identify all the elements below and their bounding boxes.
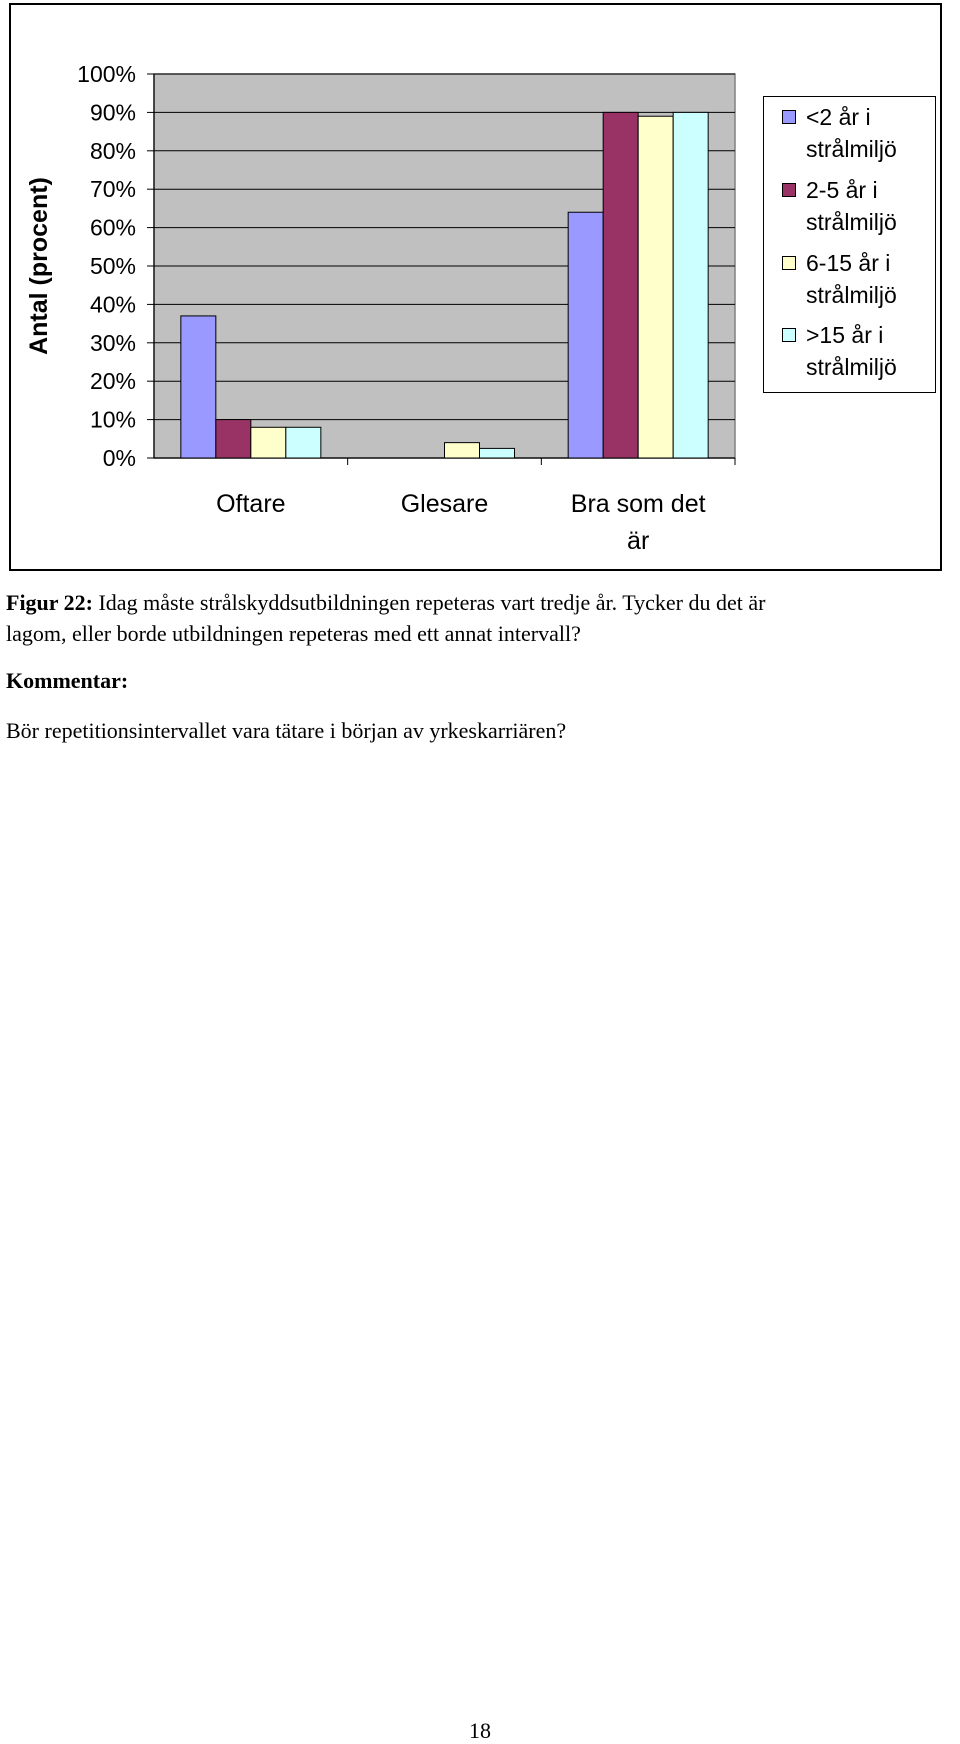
y-tick-label: 30% xyxy=(89,329,136,356)
legend-label-line1: 6-15 år i xyxy=(806,250,891,276)
page-number: 18 xyxy=(469,1718,491,1743)
legend-item-series-3 xyxy=(784,247,934,311)
x-category-label: är xyxy=(627,527,650,555)
y-tick-label: 60% xyxy=(89,214,136,241)
y-tick-label: 20% xyxy=(89,368,136,395)
figure-caption xyxy=(6,587,958,649)
legend-item-series-1 xyxy=(784,101,934,165)
legend-item-series-2 xyxy=(784,174,934,238)
x-category-label: Oftare xyxy=(216,490,286,518)
bar xyxy=(216,420,251,458)
comment-label: Kommentar: xyxy=(6,668,129,693)
bar xyxy=(445,443,480,458)
legend-swatch-series-1 xyxy=(782,110,796,124)
y-tick-label: 10% xyxy=(89,406,136,433)
x-category-label: Glesare xyxy=(400,490,489,518)
bar xyxy=(673,112,708,458)
chart-legend xyxy=(763,96,936,393)
bar xyxy=(480,448,515,458)
y-tick-label: 100% xyxy=(77,61,136,87)
legend-label-line2: strålmiljö xyxy=(806,282,897,308)
bar xyxy=(181,316,216,458)
bar xyxy=(603,112,638,458)
legend-label-line1: >15 år i xyxy=(806,322,884,348)
y-tick-label: 80% xyxy=(89,137,136,164)
y-tick-label: 90% xyxy=(89,99,136,126)
bar xyxy=(286,427,321,458)
caption-text-line2: lagom, eller borde utbildningen repeteras med ett annat intervall? xyxy=(6,621,581,646)
legend-label-line1: 2-5 år i xyxy=(806,177,878,203)
legend-swatch-series-2 xyxy=(782,183,796,197)
x-category-label: Bra som det xyxy=(570,490,706,518)
legend-label-line2: strålmiljö xyxy=(806,209,897,235)
caption-text-line1: Idag måste strålskyddsutbildningen repeteras vart tredje år. Tycker du det är xyxy=(98,590,766,615)
legend-label-line2: strålmiljö xyxy=(806,136,897,162)
legend-item-series-4 xyxy=(784,319,934,383)
bar xyxy=(568,212,603,458)
y-tick-label: 40% xyxy=(89,291,136,318)
legend-swatch-series-3 xyxy=(782,256,796,270)
y-tick-label: 50% xyxy=(89,253,136,279)
legend-swatch-series-4 xyxy=(782,328,796,342)
chart-frame xyxy=(9,3,942,571)
bar xyxy=(251,427,286,458)
caption-label: Figur 22: xyxy=(6,590,93,615)
bar xyxy=(638,116,673,458)
legend-label-line2: strålmiljö xyxy=(806,354,897,380)
y-tick-label: 70% xyxy=(89,176,136,203)
legend-label-line1: <2 år i xyxy=(806,104,871,130)
y-tick-label: 0% xyxy=(102,445,136,471)
y-axis-title: Antal (procent) xyxy=(25,177,53,355)
comment-text: Bör repetitionsintervallet vara tätare i början av yrkeskarriären? xyxy=(6,718,567,743)
